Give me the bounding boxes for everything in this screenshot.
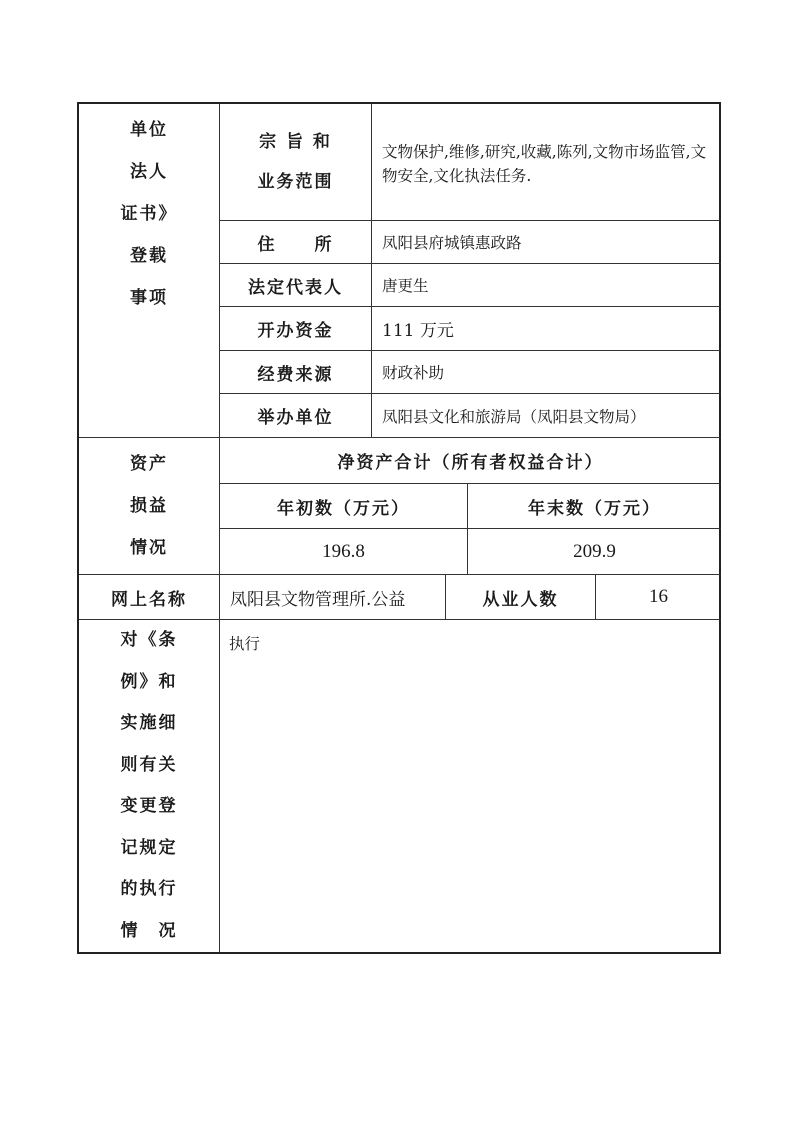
capital-value: 111 万元 [382,321,454,341]
sponsor-label: 举办单位 [257,408,334,428]
heading-line: 事项 [130,288,168,308]
heading-line: 登载 [130,246,168,266]
funding-source-value: 财政补助 [382,364,445,382]
heading-line: 证书》 [120,204,178,224]
form-table [77,102,721,954]
heading-line: 例》和 [120,671,178,692]
staff-count-label: 从业人数 [482,589,559,610]
staff-count-value: 16 [649,586,668,607]
legal-rep-label: 法定代表人 [248,277,343,298]
start-of-year-value: 196.8 [322,540,365,562]
sponsor-value: 凤阳县文化和旅游局（凤阳县文物局） [382,407,646,426]
net-assets-title: 净资产合计（所有者权益合计） [337,453,604,473]
heading-line: 情况 [130,538,168,558]
heading-line: 实施细 [120,713,178,733]
legal-rep-value: 唐更生 [382,277,429,295]
heading-line: 法人 [130,162,168,182]
address-label: 住 所 [257,234,334,255]
label-line: 宗 旨 和 [259,132,332,152]
start-of-year-label: 年初数（万元） [277,498,410,519]
funding-source-label: 经费来源 [257,364,334,385]
assets-heading [79,438,219,574]
heading-line: 对《条 [120,630,178,650]
address-value: 凤阳县府城镇惠政路 [382,234,522,252]
label-line: 业务范围 [257,172,334,192]
heading-line: 变更登 [120,796,178,816]
end-of-year-label: 年末数（万元） [528,498,661,519]
heading-line: 则有关 [120,754,178,775]
end-of-year-value: 209.9 [573,540,616,562]
online-name-value: 凤阳县文物管理所.公益 [230,589,406,610]
online-name-label: 网上名称 [111,589,187,610]
heading-line: 损益 [130,496,168,516]
heading-line: 记规定 [120,837,178,858]
heading-line: 单位 [130,120,168,140]
regulation-heading [79,620,219,952]
heading-line: 的执行 [120,879,178,899]
certificate-heading [79,104,219,324]
purpose-scope-label [220,104,371,220]
purpose-scope-value: 文物保护,维修,研究,收藏,陈列,文物市场监管,文物安全,文化执法任务. [382,143,707,185]
heading-line: 情 况 [120,920,178,941]
regulation-value: 执行 [229,635,261,653]
capital-label: 开办资金 [257,321,334,341]
heading-line: 资产 [130,454,168,474]
